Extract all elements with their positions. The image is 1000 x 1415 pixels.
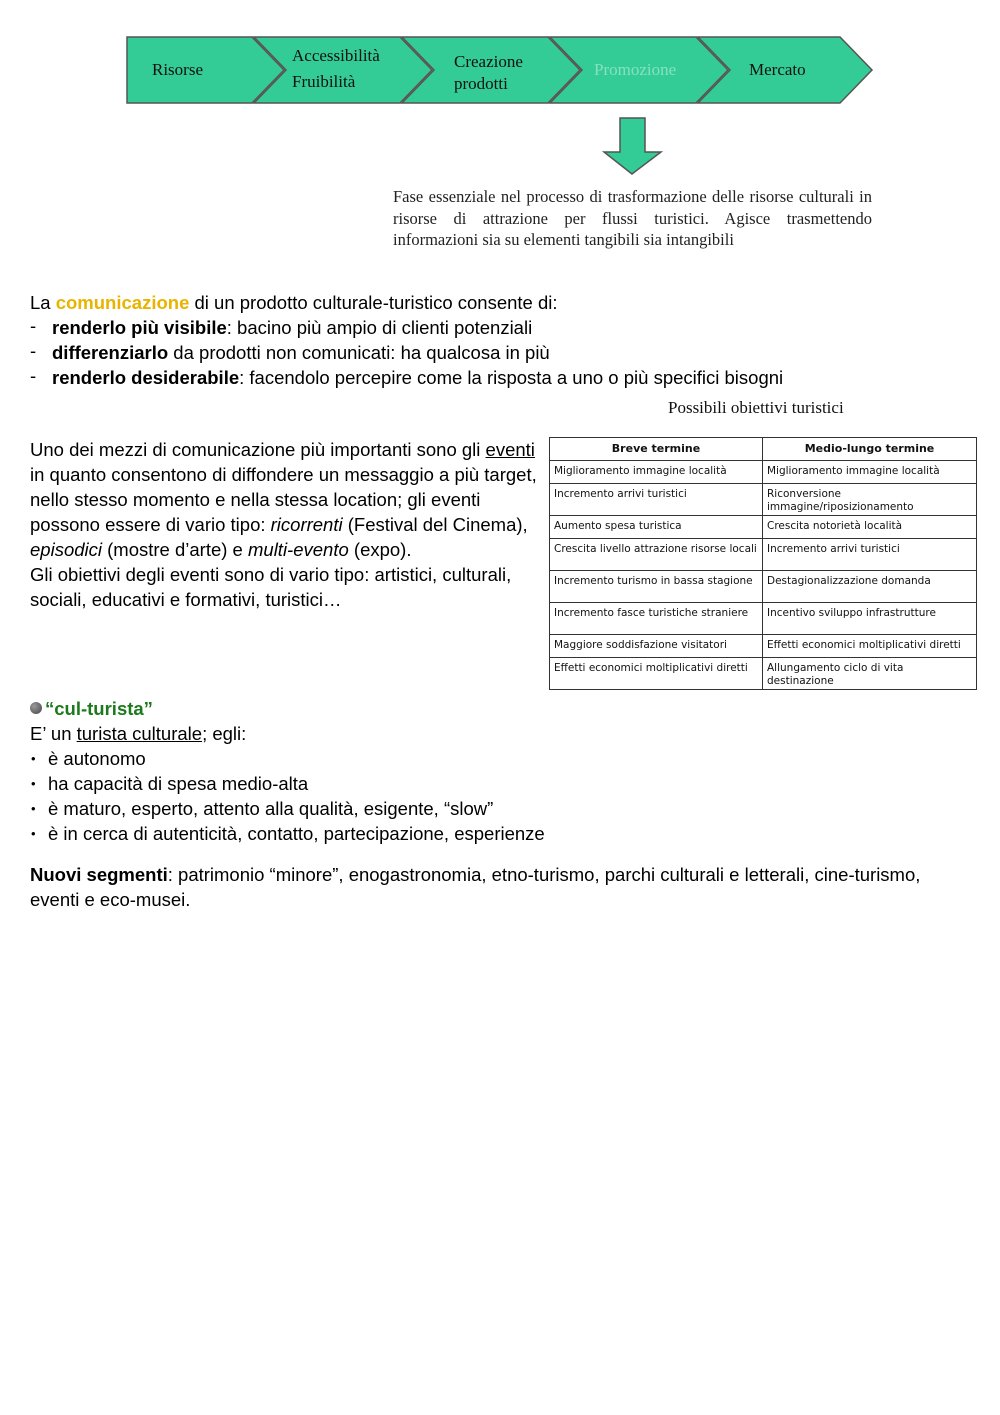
flow-step-label: prodotti — [454, 74, 508, 93]
column-header: Medio-lungo termine — [763, 438, 977, 461]
down-arrow-icon — [604, 118, 661, 174]
table-cell: Riconversione immagine/riposizionamento — [763, 484, 977, 516]
bullet-icon — [30, 702, 42, 714]
culturista-intro: E’ un turista culturale; egli: — [30, 723, 247, 744]
communication-intro: La comunicazione di un prodotto culturale-turistico consente di: — [30, 292, 558, 313]
eventi-term: eventi — [485, 439, 535, 460]
table-cell: Incremento arrivi turistici — [550, 484, 763, 516]
promotion-description: Fase essenziale nel processo di trasformazione delle risorse culturali in risorse di attrazione per flussi turistici. Agisce trasmettendo informazioni sia su elementi tangibili sia intangibili — [393, 187, 872, 249]
table-cell: Crescita notorietà località — [763, 516, 977, 539]
segments-paragraph: Nuovi segmenti: patrimonio “minore”, enogastronomia, etno-turismo, parchi culturali e letterali, cine-turismo, eventi e eco-musei. — [30, 864, 921, 910]
events-paragraph: Uno dei mezzi di comunicazione più importanti sono gli eventi in quanto consentono di diffondere un messaggio a più target, nello stesso momento e nella stessa location; gli eventi possono essere di vario tipo: ricorrenti (Festival del Cinema), episodici (mostre d’arte) e multi-evento (expo). — [30, 439, 537, 560]
table-row — [550, 539, 977, 571]
table-cell: Incremento fasce turistiche straniere — [550, 603, 763, 635]
table-cell: Effetti economici moltiplicativi diretti — [763, 635, 977, 658]
table-cell: Aumento spesa turistica — [550, 516, 763, 539]
flow-step-label: Risorse — [152, 60, 203, 79]
table-row — [550, 571, 977, 603]
table-cell: Miglioramento immagine località — [763, 461, 977, 484]
list-item: • è maturo, esperto, attento alla qualità, esigente, “slow” — [31, 798, 494, 819]
flow-step-label: Creazione — [454, 52, 523, 71]
table-cell: Incentivo sviluppo infrastrutture — [763, 603, 977, 635]
list-item: • ha capacità di spesa medio-alta — [31, 773, 309, 794]
culturista-section — [30, 696, 930, 846]
column-header: Breve termine — [550, 438, 763, 461]
highlight-comunicazione: comunicazione — [55, 292, 190, 313]
events-objectives-paragraph: Gli obiettivi degli eventi sono di vario tipo: artistici, culturali, sociali, educativi e formativi, turistici… — [30, 564, 512, 610]
table-cell: Crescita livello attrazione risorse locali — [550, 539, 763, 571]
events-section — [30, 437, 545, 612]
table-row — [550, 635, 977, 658]
table-row — [550, 603, 977, 635]
flow-step-label: Promozione — [594, 60, 677, 79]
objectives-table — [549, 437, 977, 690]
table-cell: Allungamento ciclo di vita destinazione — [763, 658, 977, 690]
flow-step-label: Accessibilità — [292, 46, 380, 65]
list-item: • è autonomo — [31, 748, 146, 769]
flow-step-label: Mercato — [749, 60, 806, 79]
table-row — [550, 461, 977, 484]
table-row — [550, 658, 977, 690]
table-caption: Possibili obiettivi turistici — [668, 398, 844, 417]
section-title: “cul-turista” — [30, 696, 930, 721]
table-cell: Incremento arrivi turistici — [763, 539, 977, 571]
table-cell: Destagionalizzazione domanda — [763, 571, 977, 603]
table-row — [550, 484, 977, 516]
list-item: - differenziarlo da prodotti non comunicati: ha qualcosa in più — [30, 340, 550, 363]
flow-step-risorse — [127, 37, 284, 103]
list-item: - renderlo più visibile: bacino più ampio di clienti potenziali — [30, 315, 533, 338]
table-row — [550, 516, 977, 539]
table-cell: Incremento turismo in bassa stagione — [550, 571, 763, 603]
list-item: - renderlo desiderabile: facendolo percepire come la risposta a uno o più specifici bisogni — [30, 365, 784, 388]
table-header-row — [550, 438, 977, 461]
table-cell: Effetti economici moltiplicativi diretti — [550, 658, 763, 690]
list-item: • è in cerca di autenticità, contatto, partecipazione, esperienze — [31, 823, 545, 844]
communication-section — [30, 290, 930, 390]
table-cell: Maggiore soddisfazione visitatori — [550, 635, 763, 658]
process-flow-diagram — [124, 34, 876, 176]
turista-culturale-term: turista culturale — [76, 723, 203, 744]
flow-step-label: Fruibilità — [292, 72, 356, 91]
table-cell: Miglioramento immagine località — [550, 461, 763, 484]
